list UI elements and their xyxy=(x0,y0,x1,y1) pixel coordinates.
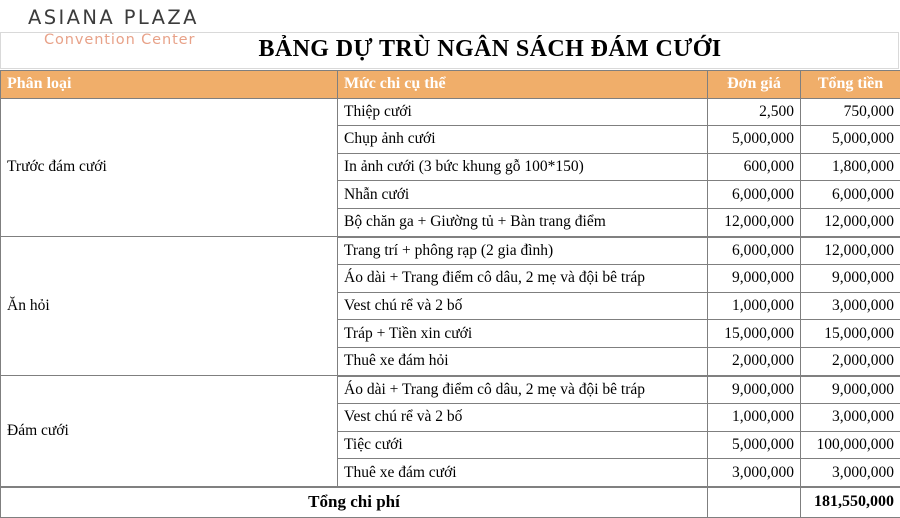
grand-total-unit-price xyxy=(708,487,801,518)
item-cell: In ảnh cưới (3 bức khung gỗ 100*150) xyxy=(338,153,708,181)
unit-price-cell: 5,000,000 xyxy=(708,431,801,459)
item-cell: Chụp ảnh cưới xyxy=(338,126,708,154)
column-header-total: Tổng tiền xyxy=(801,71,900,99)
total-cell: 3,000,000 xyxy=(801,459,900,487)
grand-total-row xyxy=(1,487,900,518)
grand-total-label: Tổng chi phí xyxy=(1,487,708,518)
item-cell: Thuê xe đám hỏi xyxy=(338,347,708,375)
company-tagline: Convention Center xyxy=(44,33,288,48)
item-cell: Tráp + Tiền xin cưới xyxy=(338,320,708,348)
total-cell: 750,000 xyxy=(801,98,900,126)
page-title: BẢNG DỰ TRÙ NGÂN SÁCH ĐÁM CƯỚI xyxy=(210,36,770,63)
table-header xyxy=(1,71,900,99)
column-header-unit-price: Đơn giá xyxy=(708,71,801,99)
table-row xyxy=(1,237,900,265)
total-cell: 12,000,000 xyxy=(801,208,900,236)
table-row xyxy=(1,376,900,404)
total-cell: 5,000,000 xyxy=(801,126,900,154)
item-cell: Bộ chăn ga + Giường tủ + Bàn trang điểm xyxy=(338,208,708,236)
item-cell: Vest chú rể và 2 bố xyxy=(338,292,708,320)
total-cell: 15,000,000 xyxy=(801,320,900,348)
unit-price-cell: 9,000,000 xyxy=(708,376,801,404)
category-cell: Ăn hỏi xyxy=(1,237,338,376)
unit-price-cell: 2,500 xyxy=(708,98,801,126)
unit-price-cell: 12,000,000 xyxy=(708,208,801,236)
column-header-category: Phân loại xyxy=(1,71,338,99)
item-cell: Nhẫn cưới xyxy=(338,181,708,209)
unit-price-cell: 6,000,000 xyxy=(708,237,801,265)
item-cell: Áo dài + Trang điểm cô dâu, 2 mẹ và đội bê tráp xyxy=(338,376,708,404)
unit-price-cell: 15,000,000 xyxy=(708,320,801,348)
total-cell: 9,000,000 xyxy=(801,265,900,293)
company-name: ASIANA PLAZA xyxy=(28,8,288,28)
column-header-item: Mức chi cụ thể xyxy=(338,71,708,99)
unit-price-cell: 2,000,000 xyxy=(708,347,801,375)
item-cell: Thiệp cưới xyxy=(338,98,708,126)
total-cell: 3,000,000 xyxy=(801,404,900,432)
total-cell: 100,000,000 xyxy=(801,431,900,459)
total-cell: 3,000,000 xyxy=(801,292,900,320)
category-cell: Đám cưới xyxy=(1,376,338,487)
unit-price-cell: 1,000,000 xyxy=(708,292,801,320)
item-cell: Vest chú rể và 2 bố xyxy=(338,404,708,432)
unit-price-cell: 9,000,000 xyxy=(708,265,801,293)
branding-band xyxy=(0,0,900,70)
unit-price-cell: 6,000,000 xyxy=(708,181,801,209)
total-cell: 1,800,000 xyxy=(801,153,900,181)
category-cell: Trước đám cưới xyxy=(1,98,338,236)
item-cell: Áo dài + Trang điểm cô dâu, 2 mẹ và đội bê tráp xyxy=(338,265,708,293)
total-cell: 6,000,000 xyxy=(801,181,900,209)
total-cell: 9,000,000 xyxy=(801,376,900,404)
unit-price-cell: 1,000,000 xyxy=(708,404,801,432)
item-cell: Tiệc cưới xyxy=(338,431,708,459)
unit-price-cell: 5,000,000 xyxy=(708,126,801,154)
grand-total-value: 181,550,000 xyxy=(801,487,900,518)
unit-price-cell: 3,000,000 xyxy=(708,459,801,487)
unit-price-cell: 600,000 xyxy=(708,153,801,181)
table-body xyxy=(1,98,900,517)
total-cell: 12,000,000 xyxy=(801,237,900,265)
total-cell: 2,000,000 xyxy=(801,347,900,375)
budget-table xyxy=(0,70,900,518)
header-row xyxy=(1,71,900,99)
item-cell: Trang trí + phông rạp (2 gia đình) xyxy=(338,237,708,265)
table-row xyxy=(1,98,900,126)
item-cell: Thuê xe đám cưới xyxy=(338,459,708,487)
